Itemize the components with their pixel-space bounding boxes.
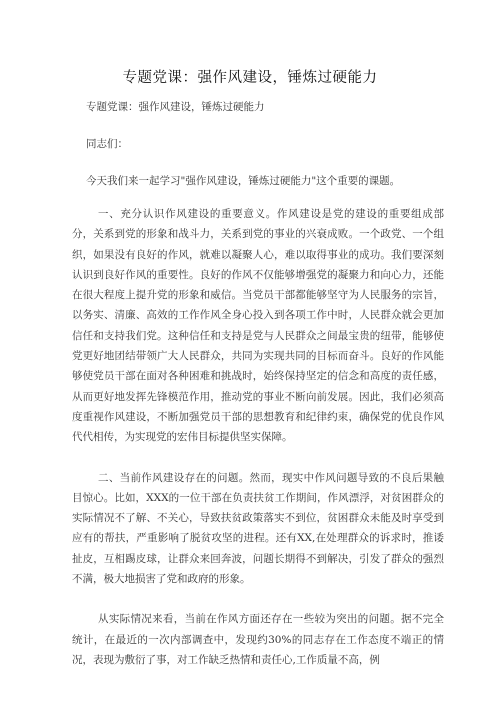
paragraph-importance: 一、充分认识作风建设的重要意义。作风建设是党的建设的重要组成部分，关系到党的形象和战斗力，关系到党的事业的兴衰成败。一个政党、一个组织，如果没有良好的作风，就难以凝聚人心，难以取得事业的成功。我们要深刻认识到良好作风的重要性。良好的作风不仅能够增强党的凝聚力和向心力，还能在很大程度上提升党的形象和威信。当党员干部都能够坚守为人民服务的宗旨，以务实、清廉、高效的工作作风全身心投入到各项工作中时，人民群众就会更加信任和支持我们党。这种信任和支持是党与人民群众之间最宝贵的纽带，能够使党更好地团结带领广大人民群众，共同为实现共同的目标而奋斗。良好的作风能够使党员干部在面对各种困难和挑战时，始终保持坚定的信念和高度的责任感，从而更好地发挥先锋模范作用，推动党的事业不断向前发展。因此，我们必须高度重视作风建设，不断加强党员干部的思想教育和纪律约束，确保党的优良作风代代相传，为实现党的宏伟目标提供坚实保障。 — [72, 208, 444, 444]
paragraph-problems: 二、当前作风建设存在的问题。然而，现实中作风问题导致的不良后果触目惊心。比如，XXX的一位干部在负责扶贫工作期间，作风漂浮，对贫困群众的实际情况不了解、不关心，导致扶贫政策落实不到位，贫困群众未能及时享受到应有的帮扶，严重影响了脱贫攻坚的进程。还有XX,在处理群众的诉求时，推诿扯皮，互相踢皮球，让群众来回奔波，问题长期得不到解决，引发了群众的强烈不满，极大地损害了党和政府的形象。 — [72, 471, 444, 586]
paragraph-situation: 从实际情况来看，当前在作风方面还存在一些较为突出的问题。据不完全统计，在最近的一次内部调查中，发现约30%的同志存在工作态度不端正的情况，表现为敷衍了事，对工作缺乏热情和责任心,工作质量不高，例 — [72, 613, 444, 666]
document-title: 专题党课：强作风建设，锤炼过硬能力 — [122, 70, 378, 86]
greeting: 同志们： — [86, 138, 128, 150]
document-subtitle: 专题党课：强作风建设，锤炼过硬能力 — [86, 101, 265, 113]
intro-paragraph: 今天我们来一起学习"强作风建设，锤炼过硬能力"这个重要的课题。 — [86, 175, 401, 187]
